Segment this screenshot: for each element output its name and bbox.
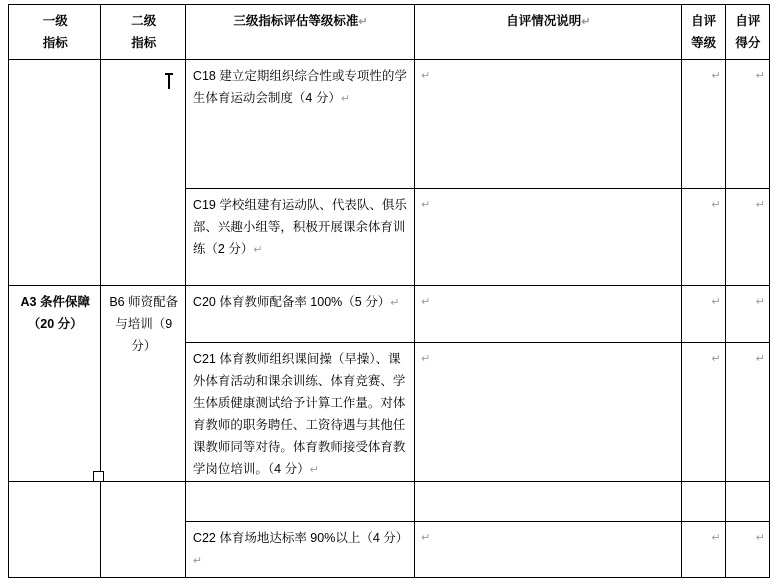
- header-criteria-label: 三级指标评估等级标准: [233, 14, 359, 28]
- table-row: [9, 60, 770, 189]
- cell-mark-icon: ↵: [755, 296, 765, 308]
- criteria-text-c20: C20 体育教师配备率 100%（5 分）: [192, 295, 391, 309]
- criteria-text-c22: C22 体育场地达标率 90%以上（4 分）: [192, 531, 409, 545]
- cell-self-grade-c20[interactable]: [681, 286, 725, 343]
- cell-mark-icon: ↵: [421, 199, 431, 211]
- cell-mark-icon: ↵: [711, 353, 721, 365]
- table-header-row: [9, 5, 770, 60]
- cell-mark-icon: ↵: [755, 532, 765, 544]
- paragraph-mark-icon: ↵: [390, 297, 400, 309]
- paragraph-mark-icon: ↵: [309, 464, 319, 476]
- header-level2-line2: 指标: [131, 36, 157, 50]
- level1-line1: A3 条件保障: [20, 295, 90, 309]
- level1-line2: （20 分）: [27, 317, 83, 331]
- cell-mark-icon: ↵: [711, 70, 721, 82]
- cell-self-score-c20[interactable]: [725, 286, 769, 343]
- cell-mark-icon: ↵: [711, 296, 721, 308]
- cell-mark-icon: ↵: [755, 70, 765, 82]
- cell-criteria-c20[interactable]: [185, 286, 414, 343]
- cell-criteria-c18[interactable]: [185, 60, 414, 189]
- cell-self-grade-c22[interactable]: [681, 522, 725, 578]
- paragraph-mark-icon: ↵: [581, 16, 591, 28]
- cell-self-note-c21[interactable]: [415, 343, 681, 522]
- cell-mark-icon: ↵: [755, 199, 765, 211]
- header-self-score-line1: 自评: [735, 14, 761, 28]
- text-cursor: [168, 74, 170, 89]
- header-cell-level1: [9, 5, 101, 60]
- cell-self-score-c22[interactable]: [725, 522, 769, 578]
- level2-line3: 分）: [131, 339, 157, 353]
- paragraph-mark-icon: ↵: [192, 555, 203, 567]
- criteria-text-c18: C18 建立定期组织综合性或专项性的学生体育运动会制度（4 分）: [192, 69, 407, 105]
- header-cell-criteria: [185, 5, 414, 60]
- cell-self-score-c19[interactable]: [725, 189, 769, 286]
- cell-mark-icon: ↵: [711, 532, 721, 544]
- cell-criteria-c21[interactable]: [185, 343, 414, 522]
- header-level1-line2: 指标: [42, 36, 68, 50]
- cell-mark-icon: ↵: [421, 296, 431, 308]
- cell-self-score-c18[interactable]: [725, 60, 769, 189]
- cell-self-note-c22[interactable]: [415, 522, 681, 578]
- level2-line2: 与培训（9: [115, 317, 173, 331]
- header-cell-self-score: [725, 5, 769, 60]
- cell-self-score-c21[interactable]: [725, 343, 769, 522]
- criteria-text-c21: C21 体育教师组织课间操（早操）、课外体育活动和课余训练、体育竞赛、学生体质健康测试给予计算工作量。对体育教师的职务聘任、工资待遇与其他任课教师同等对待。体育教师接受体育教学岗位培训。（4 分）: [192, 352, 406, 476]
- cell-mark-icon: ↵: [755, 353, 765, 365]
- header-cell-level2: [101, 5, 185, 60]
- cell-level1-a3[interactable]: [9, 286, 101, 578]
- cell-self-grade-c18[interactable]: [681, 60, 725, 189]
- header-level1-line1: 一级: [42, 14, 68, 28]
- level2-line1: B6 师资配备: [109, 295, 179, 309]
- paragraph-mark-icon: ↵: [340, 93, 351, 105]
- cell-level2-empty-top[interactable]: [101, 60, 185, 286]
- criteria-text-c19: C19 学校组建有运动队、代表队、俱乐部、兴趣小组等，积极开展课余体育训练（2 分）: [192, 198, 407, 256]
- cell-mark-icon: ↵: [421, 70, 431, 82]
- cell-level1-empty-top[interactable]: [9, 60, 101, 286]
- cell-self-grade-c21[interactable]: [681, 343, 725, 522]
- header-level2-line1: 二级: [131, 14, 157, 28]
- cell-self-note-c19[interactable]: [415, 189, 681, 286]
- header-self-grade-line1: 自评: [691, 14, 717, 28]
- header-cell-self-note: [415, 5, 681, 60]
- cell-self-note-c20[interactable]: [415, 286, 681, 343]
- header-cell-self-grade: [681, 5, 725, 60]
- cell-criteria-c19[interactable]: [185, 189, 414, 286]
- header-self-grade-line2: 等级: [691, 36, 717, 50]
- cell-mark-icon: ↵: [711, 199, 721, 211]
- cell-self-grade-c19[interactable]: [681, 189, 725, 286]
- cell-level2-b6[interactable]: [101, 286, 185, 578]
- header-self-score-line2: 得分: [735, 36, 761, 50]
- cell-mark-icon: ↵: [421, 353, 431, 365]
- cell-criteria-c22[interactable]: [185, 522, 414, 578]
- header-self-note-label: 自评情况说明: [506, 14, 582, 28]
- table-row: [9, 286, 770, 343]
- paragraph-mark-icon: ↵: [253, 244, 263, 256]
- paragraph-mark-icon: ↵: [358, 16, 368, 28]
- evaluation-table: [8, 4, 770, 578]
- cell-mark-icon: ↵: [421, 532, 431, 544]
- cell-self-note-c18[interactable]: [415, 60, 681, 189]
